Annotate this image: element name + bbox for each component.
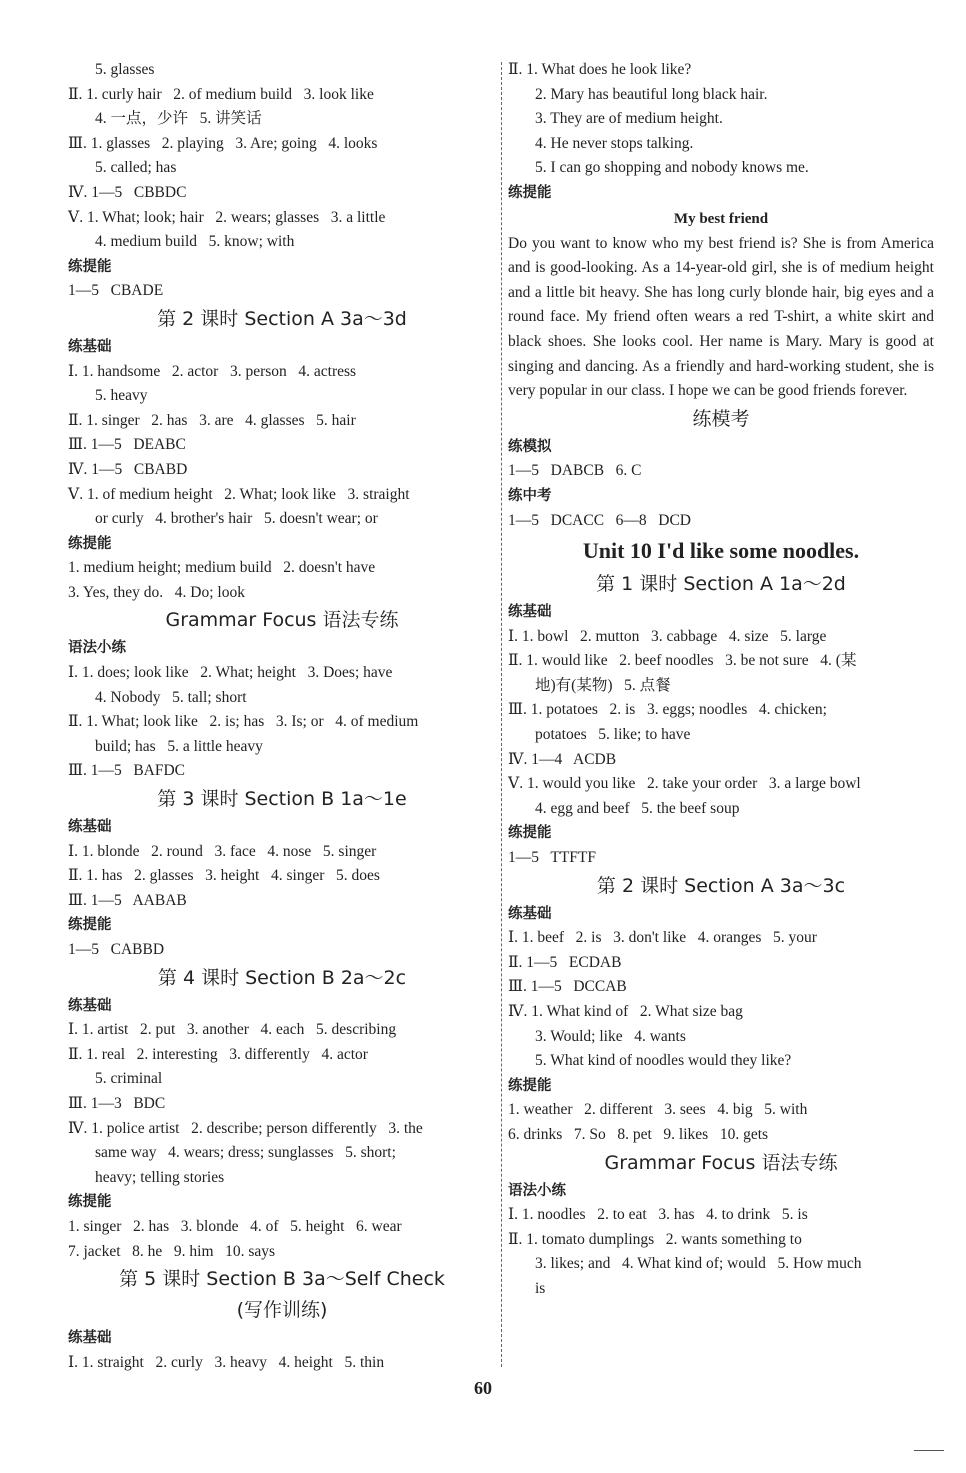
answer-line: potatoes 5. like; to have [535,726,691,744]
section-heading: 第 3 课时 Section B 1a～1e [157,788,407,811]
answer-line: or curly 4. brother's hair 5. doesn't wear; or [95,510,378,528]
answer-line: 5. called; has [95,159,177,177]
answer-line: Ⅰ. 1. bowl 2. mutton 3. cabbage 4. size 5. large [508,627,827,645]
answer-line: Ⅳ. 1—5 CBBDC [68,183,187,201]
answer-line: Ⅱ. 1. has 2. glasses 3. height 4. singer 5. does [68,867,380,885]
left-answer-column [68,58,496,1375]
answer-line: Ⅳ. 1. police artist 2. describe; person differently 3. the [68,1119,423,1137]
answer-line: Ⅰ. 1. straight 2. curly 3. heavy 4. height 5. thin [68,1353,385,1371]
answer-line: Ⅰ. 1. handsome 2. actor 3. person 4. actress [68,362,357,380]
answer-line: 5. criminal [95,1070,163,1088]
answer-line: Ⅲ. 1—5 AABAB [68,891,187,909]
answer-line: 1. weather 2. different 3. sees 4. big 5. with [508,1101,808,1119]
answer-line: Ⅰ. 1. artist 2. put 3. another 4. each 5. describing [68,1021,397,1039]
answer-line: same way 4. wears; dress; sunglasses 5. short; [95,1144,396,1162]
answer-line: is [535,1279,546,1297]
section-heading: Grammar Focus 语法专练 [604,1151,838,1174]
answer-line: Ⅰ. 1. beef 2. is 3. don't like 4. oranges 5. your [508,929,817,947]
answer-line: 地)有(某物) 5. 点餐 [535,676,671,694]
answer-line: 1. medium height; medium build 2. doesn't have [68,559,376,577]
answer-line: 3. Yes, they do. 4. Do; look [68,583,245,601]
answer-line: 4. Nobody 5. tall; short [95,688,247,706]
section-heading: 第 2 课时 Section A 3a～3d [157,307,407,330]
answer-line: 5. glasses [95,61,155,78]
answer-line: Ⅱ. 1. What does he look like? [508,61,692,78]
exercise-label: 练基础 [68,819,112,836]
exercise-label: 练模拟 [508,438,552,455]
answer-line: Ⅲ. 1. glasses 2. playing 3. Are; going 4. looks [68,134,378,152]
exercise-label: 练基础 [508,905,552,922]
answer-line: 6. drinks 7. So 8. pet 9. likes 10. gets [508,1125,769,1143]
section-heading: 第 4 课时 Section B 2a～2c [157,966,407,989]
unit-heading: Unit 10 I'd like some noodles. [582,538,860,564]
answer-line: Ⅱ. 1. curly hair 2. of medium build 3. look like [68,85,374,103]
answer-line: 3. They are of medium height. [535,110,723,128]
answer-line: 1. singer 2. has 3. blonde 4. of 5. height 6. wear [68,1217,402,1235]
exercise-label: 语法小练 [508,1182,566,1199]
answer-line: 5. heavy [95,387,148,405]
exercise-label: 练基础 [68,997,112,1014]
answer-line: 1—5 CABBD [68,941,165,958]
essay-paragraph: Do you want to know who my best friend is? She is from America and is good-looking. As a 14-year-old girl, she is of medium height and a little bit heavy. She has long curly blonde hair, big eyes and a round face. My friend often wears a red T-shirt, a white skirt and black shoes. She looks cool. Her name is Mary. Mary is good at singing and dancing. As a friendly and hard-working student, she is very popular in our class. I hope we can be good friends forever. [508,234,934,400]
answer-line: Ⅱ. 1. What; look like 2. is; has 3. Is; or 4. of medium [68,713,419,731]
answer-line: Ⅳ. 1—4 ACDB [508,750,617,768]
exercise-label: 练提能 [68,1194,112,1211]
exercise-label: 练基础 [68,338,112,355]
answer-line: Ⅰ. 1. blonde 2. round 3. face 4. nose 5. singer [68,842,377,860]
exercise-label: 语法小练 [68,640,126,657]
answer-line: Ⅴ. 1. of medium height 2. What; look like 3. straight [68,485,410,503]
answer-line: build; has 5. a little heavy [95,737,263,755]
exercise-label: 练提能 [508,1077,552,1094]
exercise-label: 练基础 [68,1330,112,1347]
answer-line: 4. egg and beef 5. the beef soup [535,799,740,817]
section-heading: Grammar Focus 语法专练 [165,609,399,632]
exercise-label: 练提能 [68,258,112,275]
answer-line: Ⅳ. 1—5 CBABD [68,460,188,478]
answer-line: 4. 一点，少许 5. 讲笑话 [95,110,262,128]
answer-line: 4. He never stops talking. [535,134,694,152]
answer-line: Ⅴ. 1. What; look; hair 2. wears; glasses 3. a little [68,208,386,226]
answer-line: Ⅲ. 1. potatoes 2. is 3. eggs; noodles 4. chicken; [508,701,827,719]
answer-line: Ⅱ. 1. tomato dumplings 2. wants something to [508,1230,802,1248]
answer-line: Ⅳ. 1. What kind of 2. What size bag [508,1003,743,1020]
answer-line: Ⅴ. 1. would you like 2. take your order 3. a large bowl [508,775,861,793]
answer-line: 4. medium build 5. know; with [95,233,295,251]
answer-line: 3. Would; like 4. wants [535,1027,686,1045]
answer-line: Ⅱ. 1. real 2. interesting 3. differently 4. actor [68,1045,368,1063]
section-heading: 第 1 课时 Section A 1a～2d [596,573,846,596]
answer-line: 1—5 DABCB 6. C [508,462,642,480]
answer-line: Ⅱ. 1. singer 2. has 3. are 4. glasses 5. hair [68,411,356,429]
answer-line: Ⅲ. 1—3 BDC [68,1094,166,1112]
answer-line: 1—5 TTFTF [508,849,596,867]
page-number: 60 [474,1378,492,1398]
answer-line: 1—5 DCACC 6—8 DCD [508,511,692,529]
answer-line: 5. What kind of noodles would they like? [535,1052,792,1070]
corner-mark [914,1450,944,1451]
answer-line: Ⅰ. 1. noodles 2. to eat 3. has 4. to drink 5. is [508,1206,808,1224]
answer-line: Ⅲ. 1—5 DCCAB [508,978,627,996]
exercise-label: 练提能 [68,917,112,934]
answer-line: Ⅲ. 1—5 BAFDC [68,762,186,780]
essay-title: My best friend [673,210,769,227]
exercise-label: 练提能 [68,535,112,552]
exercise-label: 练基础 [508,604,552,621]
answer-line: Ⅰ. 1. does; look like 2. What; height 3. Does; have [68,664,393,682]
exercise-label: 练提能 [508,825,552,842]
answer-line: Ⅱ. 1. would like 2. beef noodles 3. be not sure 4. (某 [508,652,857,670]
answer-line: 7. jacket 8. he 9. him 10. says [68,1242,276,1260]
section-heading: 第 2 课时 Section A 3a～3c [596,874,846,897]
answer-line: 5. I can go shopping and nobody knows me. [535,159,809,177]
answer-line: Ⅲ. 1—5 DEABC [68,436,186,454]
section-heading: (写作训练) [236,1299,328,1322]
section-heading: 练模考 [692,407,750,430]
exercise-label: 练中考 [508,487,552,504]
exercise-label: 练提能 [508,184,552,201]
column-divider [501,62,502,1367]
answer-line: 2. Mary has beautiful long black hair. [535,85,768,103]
answer-line: 1—5 CBADE [68,282,164,300]
answer-line: Ⅱ. 1—5 ECDAB [508,953,622,971]
answer-line: heavy; telling stories [95,1168,225,1186]
section-heading: 第 5 课时 Section B 3a～Self Check [119,1268,445,1291]
right-answer-column [508,58,934,1302]
answer-line: 3. likes; and 4. What kind of; would 5. How much [535,1255,862,1273]
